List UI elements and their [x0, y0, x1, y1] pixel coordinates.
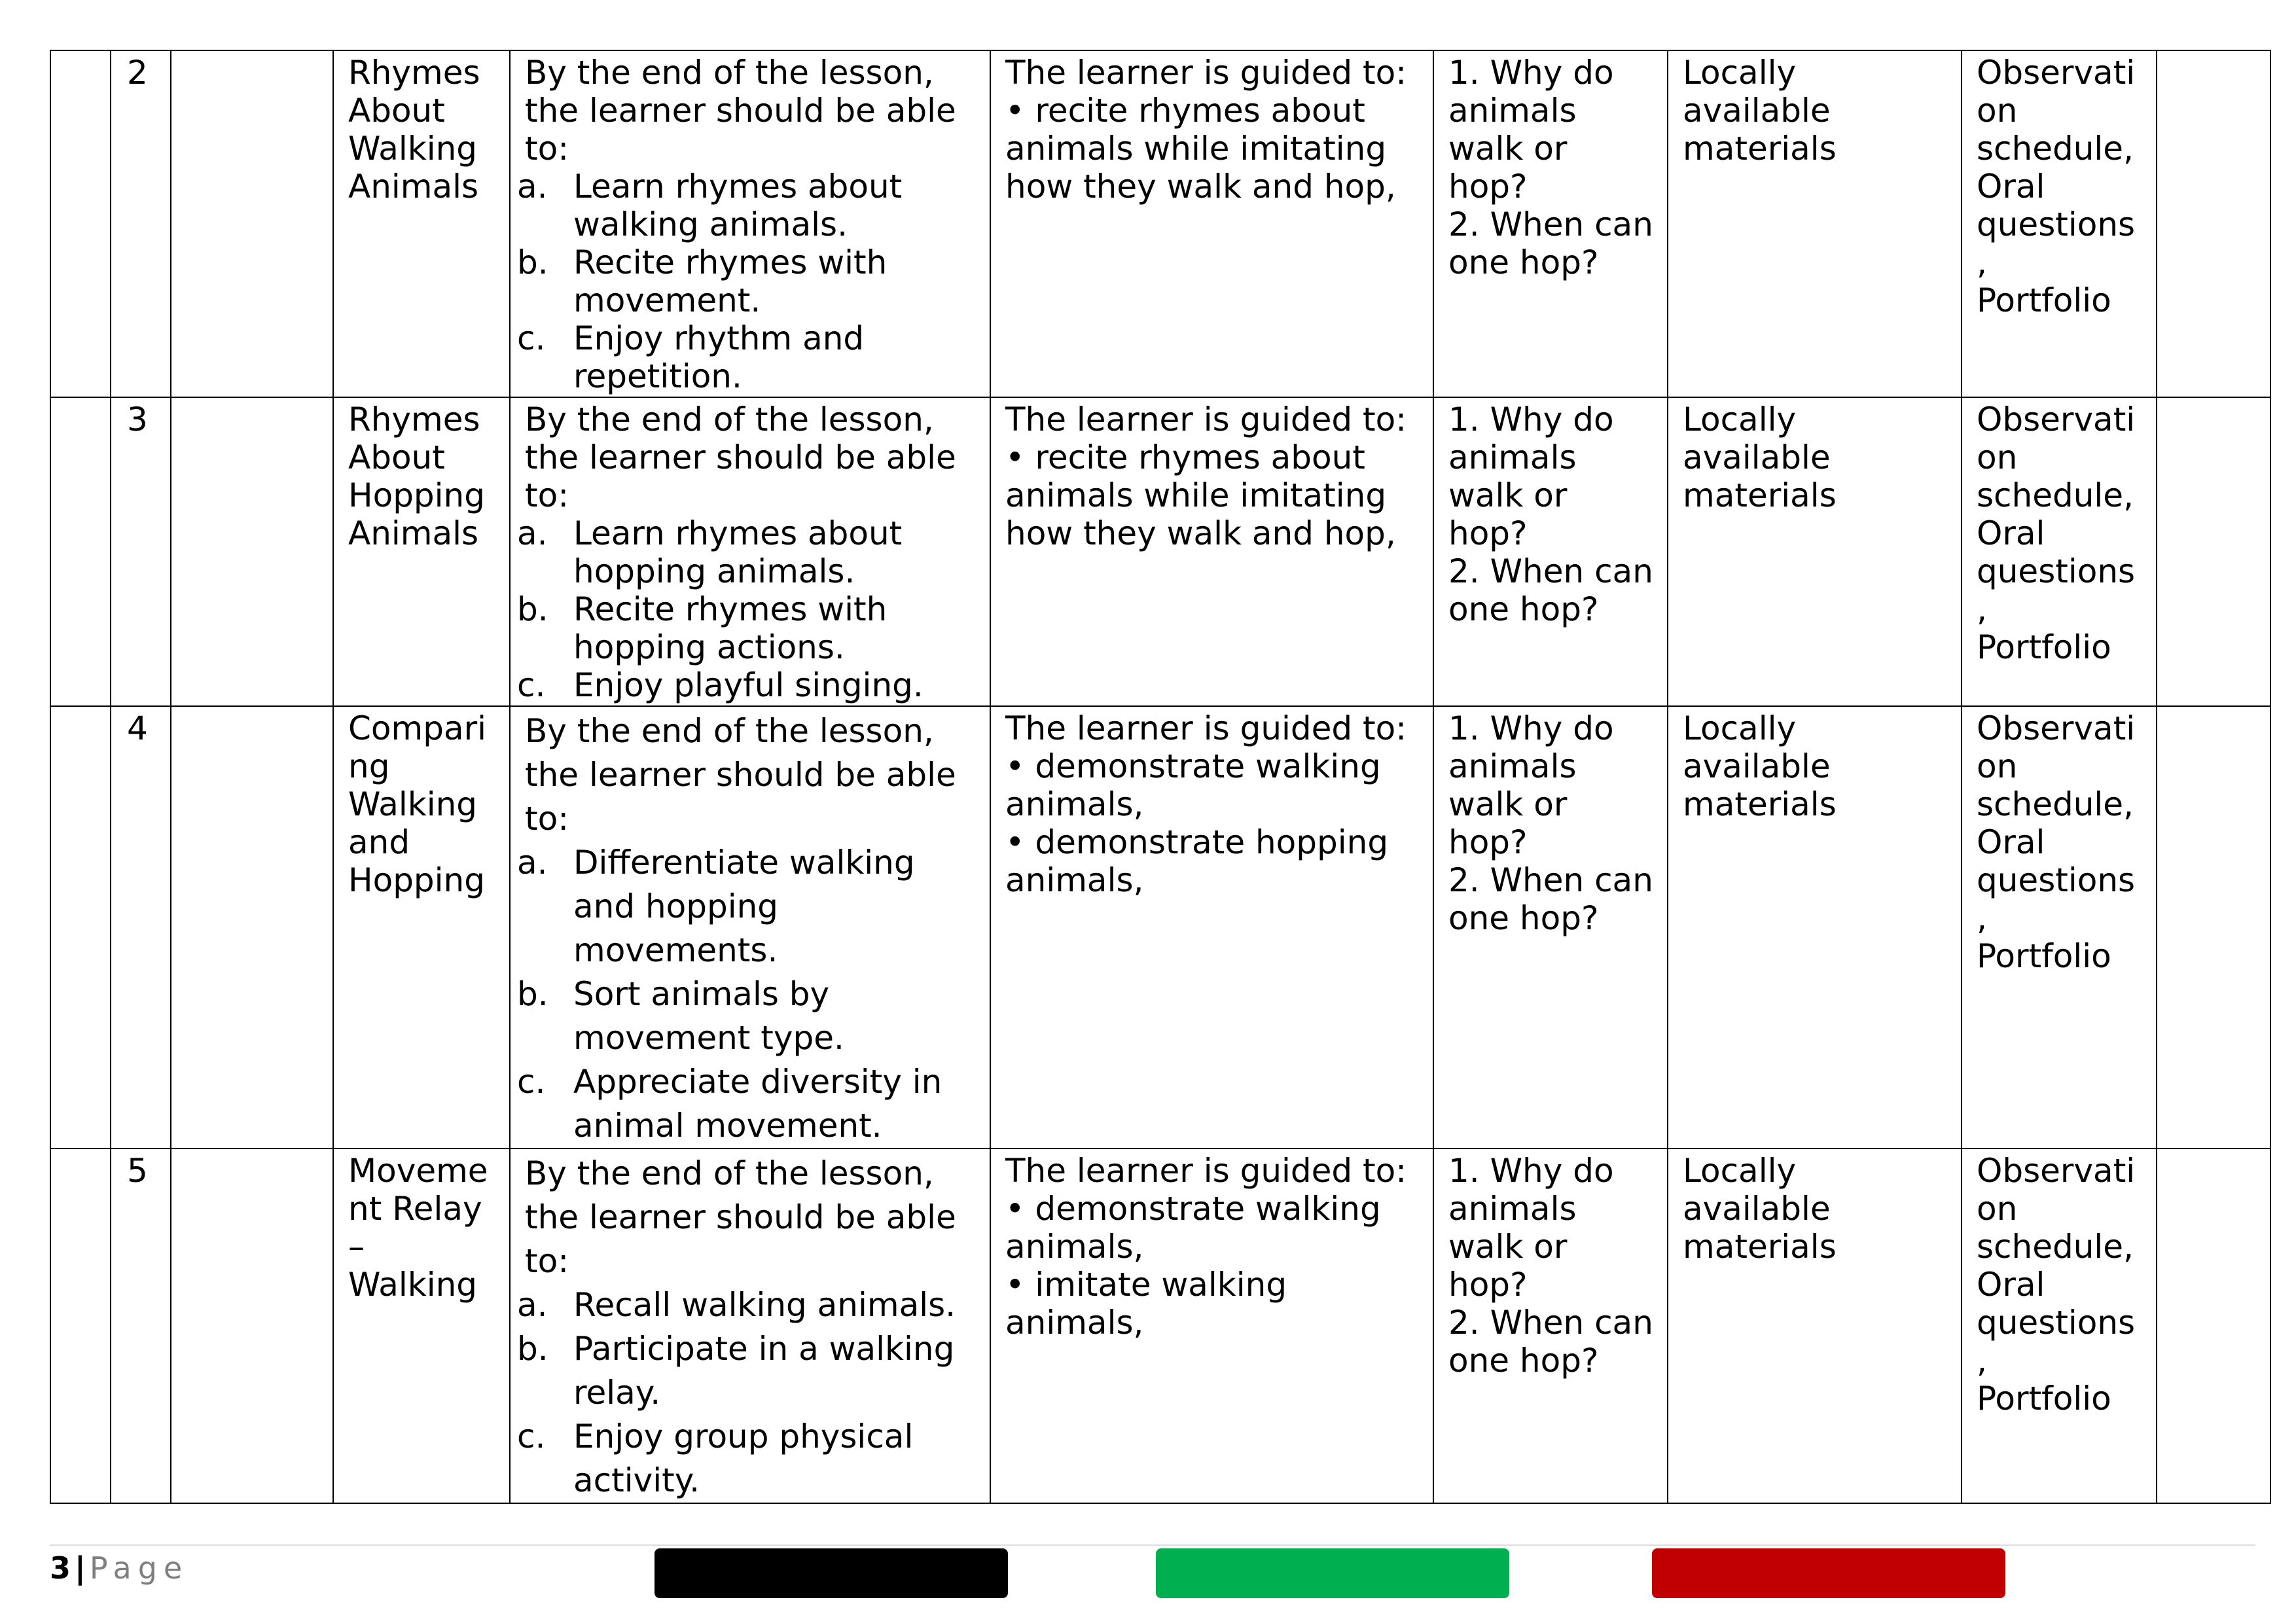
outcome-marker: b.	[517, 975, 548, 1013]
resources-cell	[1668, 50, 1962, 397]
outcome-text: Sort animals by movement type.	[573, 975, 844, 1057]
lesson-number-cell	[111, 397, 171, 706]
assessment-method: Oral questions ,	[1977, 514, 2136, 628]
assessment-method: Portfolio	[1977, 281, 2111, 319]
lesson-number: 2	[127, 54, 148, 92]
learning-outcomes-cell	[510, 706, 990, 1149]
week-cell	[50, 50, 111, 397]
learning-experiences-cell	[990, 397, 1433, 706]
learning-outcomes-cell	[510, 50, 990, 397]
lesson-number-cell	[111, 50, 171, 397]
assessment-method: Observati on schedule,	[1977, 709, 2136, 823]
inquiry-questions-cell	[1433, 706, 1668, 1149]
sub-strand-cell	[333, 50, 510, 397]
lesson-number-cell	[111, 706, 171, 1149]
assessment-cell	[1962, 1149, 2157, 1503]
resources-text: Locally available materials	[1683, 1152, 1837, 1266]
footer-color-bar-red	[1652, 1548, 2005, 1598]
resources-cell	[1668, 1149, 1962, 1503]
resources-text: Locally available materials	[1683, 709, 1837, 823]
outcome-text: Recite rhymes with movement.	[573, 243, 888, 319]
sub-strand-text: Rhymes About Walking Animals	[348, 54, 480, 205]
outcome-item	[517, 590, 978, 666]
resources-cell	[1668, 706, 1962, 1149]
learning-outcomes-cell	[510, 1149, 990, 1503]
table-body	[50, 50, 2270, 1503]
footer-divider	[50, 1544, 2255, 1546]
learning-experiences-cell	[990, 50, 1433, 397]
outcome-text: Enjoy rhythm and repetition.	[573, 319, 865, 395]
week-cell	[50, 1149, 111, 1503]
outcomes-intro: By the end of the lesson, the learner should be able to:	[525, 54, 956, 168]
outcomes-list	[517, 841, 978, 1148]
table-row	[50, 397, 2270, 706]
lesson-number: 5	[127, 1152, 148, 1190]
assessment-method: Observati on schedule,	[1977, 1152, 2136, 1266]
outcomes-list	[517, 514, 978, 704]
lesson-number-cell	[111, 1149, 171, 1503]
learning-outcomes-cell	[510, 397, 990, 706]
outcome-marker: c.	[517, 1418, 546, 1455]
strand-cell	[171, 706, 333, 1149]
inquiry-question: one hop?	[1448, 1342, 1599, 1380]
inquiry-questions-cell	[1433, 50, 1668, 397]
outcome-marker: a.	[517, 844, 548, 882]
inquiry-question: one hop?	[1448, 590, 1599, 628]
experience-item: • demonstrate walking animals,	[1005, 747, 1381, 823]
outcome-item	[517, 243, 978, 319]
sub-strand-cell	[333, 1149, 510, 1503]
footer-color-bar-black	[655, 1548, 1008, 1598]
assessment-method: Oral questions ,	[1977, 1266, 2136, 1380]
resources-text: Locally available materials	[1683, 54, 1837, 168]
experiences-intro: The learner is guided to:	[1005, 401, 1407, 438]
outcome-marker: b.	[517, 243, 548, 281]
inquiry-questions-cell	[1433, 397, 1668, 706]
sub-strand-text: Compari ng Walking and Hopping	[348, 709, 487, 899]
assessment-cell	[1962, 50, 2157, 397]
inquiry-question: 2. When can	[1448, 1304, 1653, 1342]
experience-item: • demonstrate hopping animals,	[1005, 823, 1389, 899]
inquiry-question: 1. Why do animals walk or hop?	[1448, 54, 1614, 205]
inquiry-question: 1. Why do animals walk or hop?	[1448, 401, 1614, 552]
inquiry-question: 2. When can	[1448, 552, 1653, 590]
experiences-intro: The learner is guided to:	[1005, 1152, 1407, 1190]
outcome-marker: c.	[517, 319, 546, 357]
outcome-text: Enjoy playful singing.	[573, 666, 924, 704]
outcome-item	[517, 1283, 978, 1327]
table-row	[50, 50, 2270, 397]
experience-item: • recite rhymes about animals while imitating how they walk and hop,	[1005, 92, 1396, 205]
assessment-method: Portfolio	[1977, 937, 2111, 975]
assessment-cell	[1962, 706, 2157, 1149]
outcome-marker: b.	[517, 590, 548, 628]
outcome-item	[517, 1060, 978, 1148]
outcome-item	[517, 666, 978, 704]
page-number-footer	[50, 1550, 188, 1586]
outcomes-intro: By the end of the lesson, the learner should be able to:	[525, 1154, 956, 1280]
outcome-text: Appreciate diversity in animal movement.	[573, 1063, 942, 1145]
outcome-text: Differentiate walking and hopping movements.	[573, 844, 915, 969]
sub-strand-cell	[333, 706, 510, 1149]
lesson-number: 3	[127, 401, 148, 438]
strand-cell	[171, 397, 333, 706]
outcome-item	[517, 1415, 978, 1503]
remarks-cell	[2157, 397, 2270, 706]
remarks-cell	[2157, 706, 2270, 1149]
inquiry-question: one hop?	[1448, 899, 1599, 937]
resources-text: Locally available materials	[1683, 401, 1837, 514]
assessment-method: Observati on schedule,	[1977, 54, 2136, 168]
outcomes-intro: By the end of the lesson, the learner should be able to:	[525, 401, 956, 514]
outcome-marker: a.	[517, 168, 548, 205]
outcome-text: Participate in a walking relay.	[573, 1330, 955, 1412]
inquiry-questions-cell	[1433, 1149, 1668, 1503]
table-row	[50, 1149, 2270, 1503]
remarks-cell	[2157, 1149, 2270, 1503]
inquiry-question: 1. Why do animals walk or hop?	[1448, 709, 1614, 861]
outcome-item	[517, 1327, 978, 1415]
strand-cell	[171, 1149, 333, 1503]
experiences-intro: The learner is guided to:	[1005, 709, 1407, 747]
outcome-item	[517, 319, 978, 395]
learning-experiences-cell	[990, 706, 1433, 1149]
inquiry-question: 2. When can	[1448, 861, 1653, 899]
experience-item: • recite rhymes about animals while imitating how they walk and hop,	[1005, 438, 1396, 552]
assessment-method: Portfolio	[1977, 628, 2111, 666]
learning-experiences-cell	[990, 1149, 1433, 1503]
outcome-text: Enjoy group physical activity.	[573, 1418, 914, 1499]
experience-item: • demonstrate walking animals,	[1005, 1190, 1381, 1266]
outcome-item	[517, 168, 978, 243]
sub-strand-cell	[333, 397, 510, 706]
outcome-marker: c.	[517, 666, 546, 704]
inquiry-question: 1. Why do animals walk or hop?	[1448, 1152, 1614, 1304]
outcomes-list	[517, 1283, 978, 1503]
page-separator: |	[75, 1550, 86, 1586]
inquiry-question: one hop?	[1448, 243, 1599, 281]
assessment-method: Oral questions ,	[1977, 168, 2136, 281]
experiences-intro: The learner is guided to:	[1005, 54, 1407, 92]
sub-strand-text: Moveme nt Relay – Walking	[348, 1152, 488, 1304]
inquiry-question: 2. When can	[1448, 205, 1653, 243]
assessment-method: Observati on schedule,	[1977, 401, 2136, 514]
strand-cell	[171, 50, 333, 397]
page-word: Page	[89, 1550, 189, 1586]
page-number: 3	[50, 1550, 71, 1586]
outcome-marker: a.	[517, 514, 548, 552]
week-cell	[50, 706, 111, 1149]
resources-cell	[1668, 397, 1962, 706]
outcome-marker: a.	[517, 1286, 548, 1324]
outcome-marker: b.	[517, 1330, 548, 1368]
outcome-item	[517, 841, 978, 972]
outcome-marker: c.	[517, 1063, 546, 1101]
experience-item: • imitate walking animals,	[1005, 1266, 1287, 1342]
outcome-item	[517, 514, 978, 590]
assessment-method: Oral questions ,	[1977, 823, 2136, 937]
footer-color-bar-green	[1156, 1548, 1509, 1598]
week-cell	[50, 397, 111, 706]
outcome-text: Recall walking animals.	[573, 1286, 956, 1324]
assessment-method: Portfolio	[1977, 1380, 2111, 1418]
lesson-number: 4	[127, 709, 148, 747]
outcomes-list	[517, 168, 978, 395]
assessment-cell	[1962, 397, 2157, 706]
scheme-of-work-table	[50, 50, 2271, 1504]
remarks-cell	[2157, 50, 2270, 397]
outcome-text: Learn rhymes about walking animals.	[573, 168, 903, 243]
sub-strand-text: Rhymes About Hopping Animals	[348, 401, 485, 552]
outcome-text: Recite rhymes with hopping actions.	[573, 590, 888, 666]
outcome-text: Learn rhymes about hopping animals.	[573, 514, 903, 590]
outcomes-intro: By the end of the lesson, the learner should be able to:	[525, 712, 956, 838]
table-row	[50, 706, 2270, 1149]
outcome-item	[517, 972, 978, 1060]
